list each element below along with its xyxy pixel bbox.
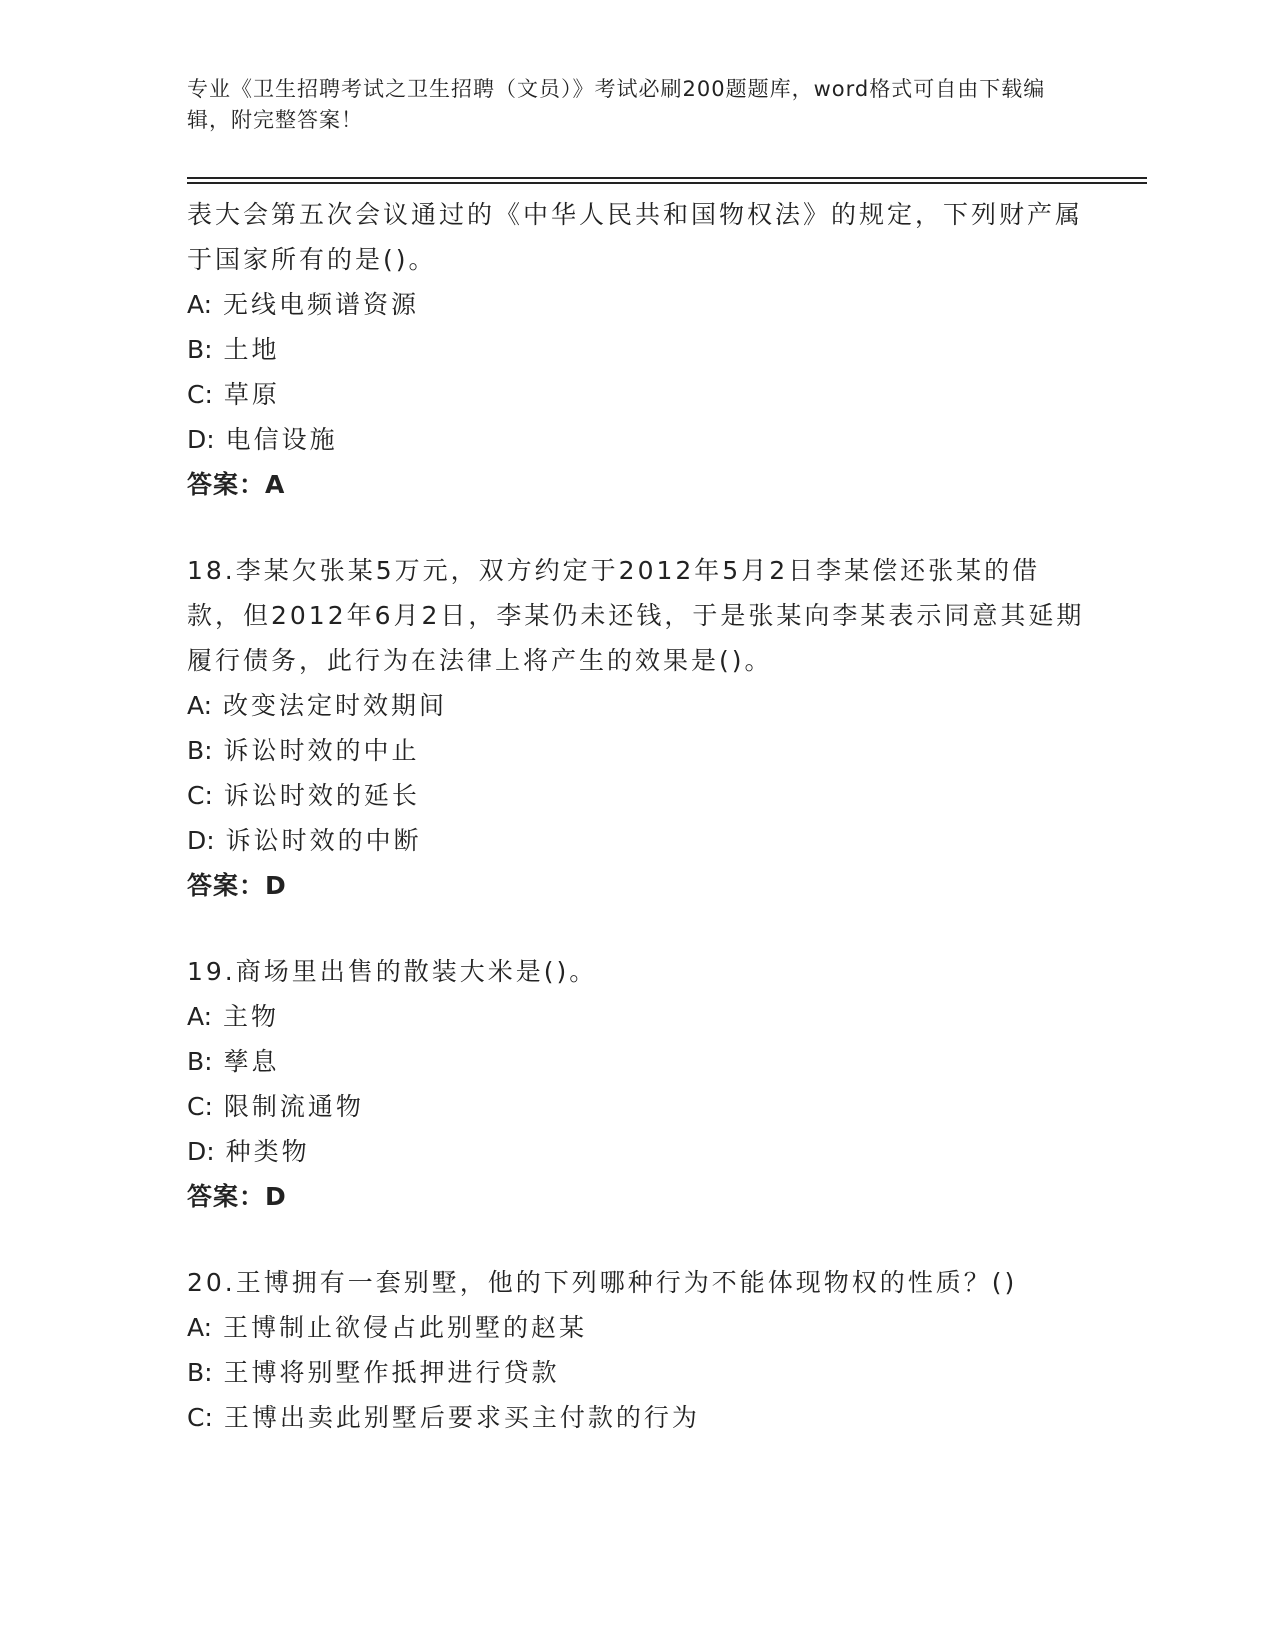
- option-c: [187, 773, 1087, 818]
- option-letter: B:: [187, 1047, 213, 1076]
- option-b: [187, 327, 1087, 372]
- answer-line: 答案：A: [187, 470, 286, 499]
- option-letter: D:: [187, 826, 215, 855]
- answer-line: 答案：D: [187, 1182, 287, 1211]
- option-d: [187, 1129, 1087, 1174]
- option-text: 王博出卖此别墅后要求买主付款的行为: [223, 1403, 700, 1432]
- option-a: [187, 1305, 1087, 1350]
- option-text: 王博将别墅作抵押进行贷款: [223, 1358, 560, 1387]
- header-rule-bottom: [187, 182, 1147, 184]
- option-a: [187, 994, 1087, 1039]
- option-text: 孳息: [223, 1047, 280, 1076]
- option-letter: C:: [187, 781, 213, 810]
- option-letter: A:: [187, 290, 213, 319]
- option-d: [187, 818, 1087, 863]
- answer-line: 答案：D: [187, 871, 287, 900]
- option-text: 主物: [223, 1002, 280, 1031]
- option-letter: A:: [187, 1002, 213, 1031]
- question-19: [187, 949, 1087, 1219]
- question-text: 19.商场里出售的散装大米是()。: [187, 957, 598, 986]
- option-c: [187, 372, 1087, 417]
- header-rule-top: [187, 177, 1147, 179]
- option-text: 诉讼时效的延长: [223, 781, 420, 810]
- question-17: [187, 192, 1087, 507]
- option-text: 土地: [223, 335, 280, 364]
- option-text: 种类物: [225, 1137, 310, 1166]
- option-c: [187, 1084, 1087, 1129]
- option-text: 诉讼时效的中止: [223, 736, 420, 765]
- option-text: 诉讼时效的中断: [225, 826, 422, 855]
- option-text: 草原: [223, 380, 280, 409]
- option-a: [187, 282, 1087, 327]
- option-letter: A:: [187, 1313, 213, 1342]
- option-d: [187, 417, 1087, 462]
- question-list: [187, 192, 1087, 1481]
- option-text: 王博制止欲侵占此别墅的赵某: [223, 1313, 588, 1342]
- option-letter: B:: [187, 1358, 213, 1387]
- option-letter: C:: [187, 1403, 213, 1432]
- option-b: [187, 728, 1087, 773]
- option-letter: B:: [187, 736, 213, 765]
- option-text: 电信设施: [225, 425, 338, 454]
- option-letter: C:: [187, 1092, 213, 1121]
- option-text: 无线电频谱资源: [223, 290, 420, 319]
- option-letter: C:: [187, 380, 213, 409]
- question-20: [187, 1260, 1087, 1440]
- question-18: [187, 548, 1087, 908]
- option-letter: A:: [187, 691, 213, 720]
- option-text: 改变法定时效期间: [223, 691, 448, 720]
- option-b: [187, 1039, 1087, 1084]
- option-text: 限制流通物: [223, 1092, 364, 1121]
- question-text: 20.王博拥有一套别墅，他的下列哪种行为不能体现物权的性质？(): [187, 1268, 1018, 1297]
- option-b: [187, 1350, 1087, 1395]
- option-letter: D:: [187, 1137, 215, 1166]
- option-c: [187, 1395, 1087, 1440]
- question-text: 18.李某欠张某5万元，双方约定于2012年5月2日李某偿还张某的借款，但2012年6月2日，李某仍未还钱，于是张某向李某表示同意其延期履行债务，此行为在法律上将产生的效果是()。: [187, 556, 1085, 675]
- option-letter: B:: [187, 335, 213, 364]
- option-a: [187, 683, 1087, 728]
- document-header: 专业《卫生招聘考试之卫生招聘（文员）》考试必刷200题题库，word格式可自由下载编辑，附完整答案！: [187, 77, 1046, 132]
- question-text: 表大会第五次会议通过的《中华人民共和国物权法》的规定，下列财产属于国家所有的是()。: [187, 200, 1084, 274]
- option-letter: D:: [187, 425, 215, 454]
